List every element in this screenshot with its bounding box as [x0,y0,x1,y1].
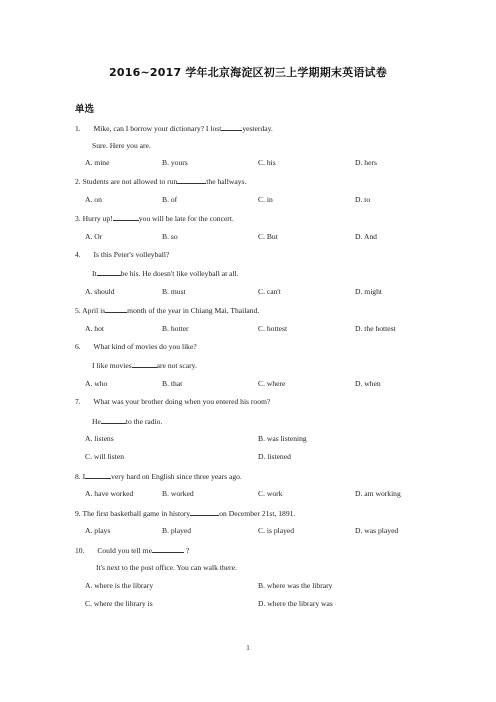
option-c: C. hottest [258,324,288,333]
answer-blank [132,360,157,368]
question-text: Is this Peter's volleyball? [93,250,170,259]
option-c: C. in [258,195,273,204]
answer-blank [113,213,139,221]
question-text: the hallways. [206,177,247,186]
question-text: month of the year in Chiang Mai, Thailand. [127,306,260,315]
answer-blank [152,545,184,553]
option-b: B. yours [162,158,188,167]
option-a: A. where is the library [85,581,154,590]
question-number: 6. [75,342,81,351]
question-5 [75,305,259,316]
question-3 [75,213,234,224]
question-text: very hard on English since three years ago. [111,472,242,481]
question-text: 9. The first basketball game in history [75,509,191,518]
question-4-reply [92,268,239,279]
page-number: 1 [246,643,250,652]
question-7 [75,397,270,407]
option-b: B. where was the library [258,581,333,590]
option-c: C. is played [258,526,295,535]
question-7-reply [92,416,162,427]
option-d: D. listened [258,452,291,461]
option-c: C. can't [258,287,281,296]
option-c: C. where [258,379,286,388]
question-1-reply: Sure. Here you are. [92,141,151,150]
question-text: you will be late for the concert. [138,214,234,223]
option-c: C. will listen [85,452,125,461]
option-d: D. And [355,232,377,241]
option-b: B. was listening [258,434,307,443]
option-a: A. listens [85,434,114,443]
question-number: 7. [75,397,81,406]
question-text: ? [185,546,190,555]
option-d: D. am working [355,489,401,498]
option-c: C. where the library is [85,599,153,608]
reply-text: It [92,269,97,278]
option-d: D. hers [355,158,377,167]
question-number: 10. [75,546,85,555]
option-c: C. But [258,232,278,241]
question-text: 3. Hurry up! [75,214,113,223]
question-text: What was your brother doing when you entered his room? [93,397,271,406]
question-10-reply: It's next to the post office. You can walk there. [96,563,237,572]
question-8 [75,471,242,482]
option-b: B. worked [162,489,194,498]
question-text: 8. I [75,472,86,481]
option-a: A. mine [85,158,110,167]
option-b: B. that [162,379,183,388]
option-d: D. was played [355,526,399,535]
option-a: A. hot [85,324,104,333]
answer-blank [97,268,121,276]
section-heading: 单选 [75,104,95,115]
question-2 [75,176,246,187]
option-b: B. hotter [162,324,189,333]
option-b: B. must [162,287,186,296]
question-text: 5. April is [75,306,106,315]
reply-text: are not scary. [156,361,197,370]
reply-text: to the radio. [125,417,163,426]
option-d: D. to [355,195,371,204]
question-6 [75,342,197,352]
reply-text: He [92,417,101,426]
question-number: 4. [75,250,81,259]
question-text: yesterday. [242,124,273,133]
option-c: C. his [258,158,276,167]
option-d: D. might [355,287,383,296]
option-d: D. where the library was [258,599,333,608]
option-d: D. the hottest [355,324,396,333]
option-b: B. played [162,526,192,535]
answer-blank [105,305,127,313]
answer-blank [221,123,242,131]
question-text: 2. Students are not allowed to run [75,177,178,186]
option-b: B. of [162,195,178,204]
answer-blank [177,176,206,184]
option-a: A. plays [85,526,111,535]
reply-text: be his. He doesn't like volleyball at all. [120,269,239,278]
option-a: A. who [85,379,108,388]
question-number: 1. [75,124,81,133]
question-text: Mike, can I borrow your dictionary? I lost [93,124,222,133]
option-d: D. when [355,379,381,388]
answer-blank [85,471,111,479]
question-9 [75,508,295,519]
page-title: 2016~2017 学年北京海淀区初三上学期期末英语试卷 [109,66,387,79]
answer-blank [190,508,219,516]
answer-blank [101,416,126,424]
option-a: A. Or [85,232,103,241]
option-a: A. have worked [85,489,134,498]
question-6-reply [92,360,197,371]
question-text: What kind of movies do you like? [93,342,197,351]
question-4 [75,250,169,260]
question-1 [75,123,273,134]
option-a: A. on [85,195,102,204]
reply-text: I like movies [92,361,132,370]
question-text: on December 21st, 1891. [219,509,296,518]
option-c: C. work [258,489,283,498]
question-10 [75,545,189,556]
question-text: Could you tell me [97,546,152,555]
option-a: A. should [85,287,115,296]
option-b: B. so [162,232,178,241]
